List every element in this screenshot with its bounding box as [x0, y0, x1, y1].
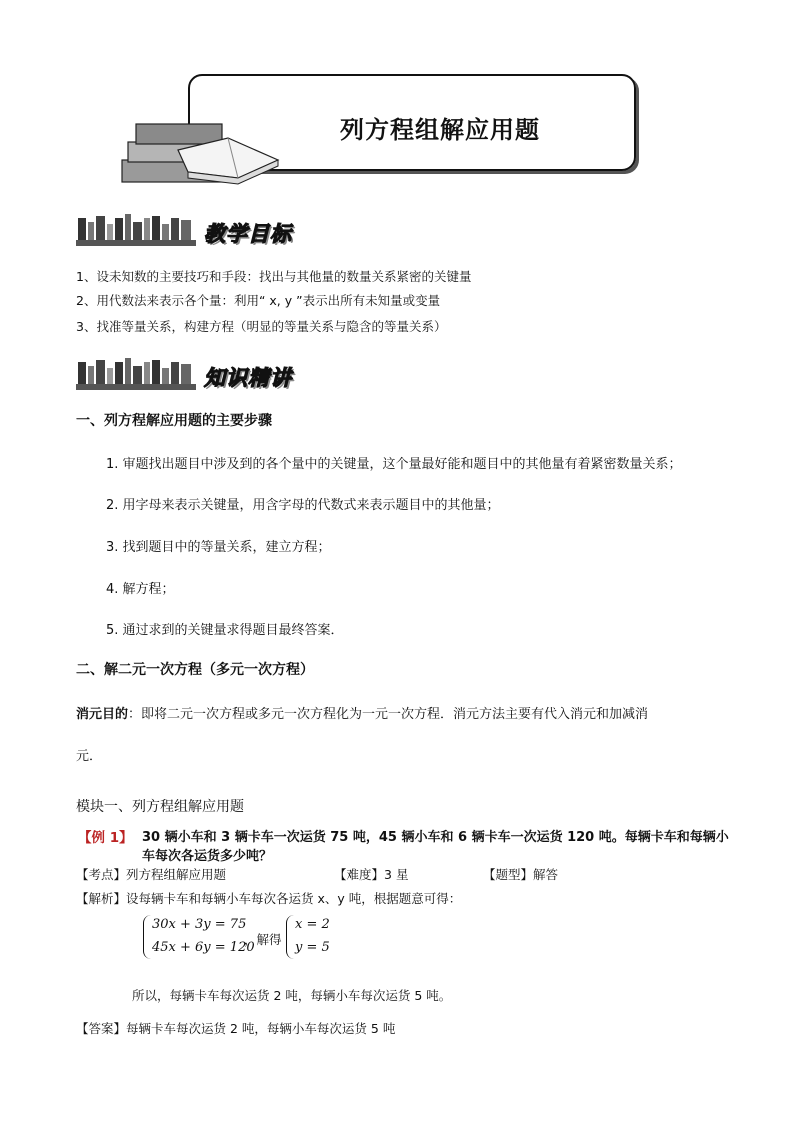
- heading-equations: 二、解二元一次方程（多元一次方程）: [76, 662, 314, 678]
- jiexi-label: 【解析】: [76, 891, 127, 906]
- heading-steps: 一、列方程解应用题的主要步骤: [76, 413, 272, 429]
- page-title: 列方程组解应用题: [340, 116, 540, 144]
- solution-2: y = 5: [295, 940, 330, 955]
- module-title: 模块一、列方程组解应用题: [76, 799, 244, 815]
- objective-item: 2、用代数法来表示各个量：利用“ x, y ”表示出所有未知量或变量: [76, 293, 441, 308]
- tixing-label: 【题型】: [483, 867, 534, 882]
- step-item: 2. 用字母来表示关键量，用含字母的代数式来表示题目中的其他量；: [106, 498, 500, 513]
- example-label: 【例 1】: [78, 830, 133, 846]
- example-question: 30 辆小车和 3 辆卡车一次运货 75 吨，45 辆小车和 6 辆卡车一次运货 120 吨。每辆卡车和每辆小: [142, 830, 729, 845]
- step-item: 1. 审题找出题目中涉及到的各个量中的关键量，这个量最好能和题目中的其他量有着紧密数量关系；: [106, 457, 682, 472]
- step-item: 4. 解方程；: [106, 582, 175, 597]
- books-icon: [118, 120, 288, 186]
- elimination-label: 消元目的: [76, 707, 129, 722]
- step-item: 3. 找到题目中的等量关系，建立方程；: [106, 540, 331, 555]
- solution-1: x = 2: [295, 917, 330, 932]
- objective-item: 3、找准等量关系，构建方程（明显的等量关系与隐含的等量关系）: [76, 319, 447, 334]
- kaodian-row: [76, 865, 226, 883]
- objective-item: 1、设未知数的主要技巧和手段：找出与其他量的数量关系紧密的关键量: [76, 269, 472, 284]
- equation-2: 45x + 6y = 120: [152, 940, 255, 955]
- answer-row: [76, 1019, 395, 1037]
- answer-label: 【答案】: [76, 1021, 127, 1036]
- nandu-row: [334, 865, 408, 883]
- kaodian-value: 列方程组解应用题: [126, 867, 227, 882]
- nandu-label: 【难度】: [334, 867, 385, 882]
- tixing-value: 解答: [533, 867, 559, 882]
- bookshelf-icon: [76, 212, 196, 248]
- elimination-text: ：即将二元一次方程或多元一次方程化为一元一次方程．消元方法主要有代入消元和加减消: [128, 707, 649, 722]
- conclusion: 所以，每辆卡车每次运货 2 吨，每辆小车每次运货 5 吨。: [132, 988, 452, 1003]
- solve-word: ，解得: [244, 932, 282, 947]
- nandu-value: 3 星: [384, 867, 409, 882]
- section-title-knowledge: 知识精讲: [204, 366, 292, 390]
- elimination-text-cont: 元．: [76, 749, 103, 764]
- kaodian-label: 【考点】: [76, 867, 127, 882]
- section-title-objectives: 教学目标: [204, 222, 292, 246]
- jiexi-text: 设每辆卡车和每辆小车每次各运货 x、y 吨，根据题意可得：: [126, 891, 462, 906]
- answer-text: 每辆卡车每次运货 2 吨，每辆小车每次运货 5 吨: [126, 1021, 396, 1036]
- step-item: 5. 通过求到的关键量求得题目最终答案．: [106, 623, 344, 638]
- jiexi-row: [76, 889, 461, 907]
- example-question-cont: 车每次各运货多少吨？: [142, 849, 273, 864]
- equation-1: 30x + 3y = 75: [152, 917, 247, 932]
- elimination-paragraph: [76, 703, 648, 722]
- tixing-row: [483, 865, 558, 883]
- bookshelf-icon: [76, 356, 196, 392]
